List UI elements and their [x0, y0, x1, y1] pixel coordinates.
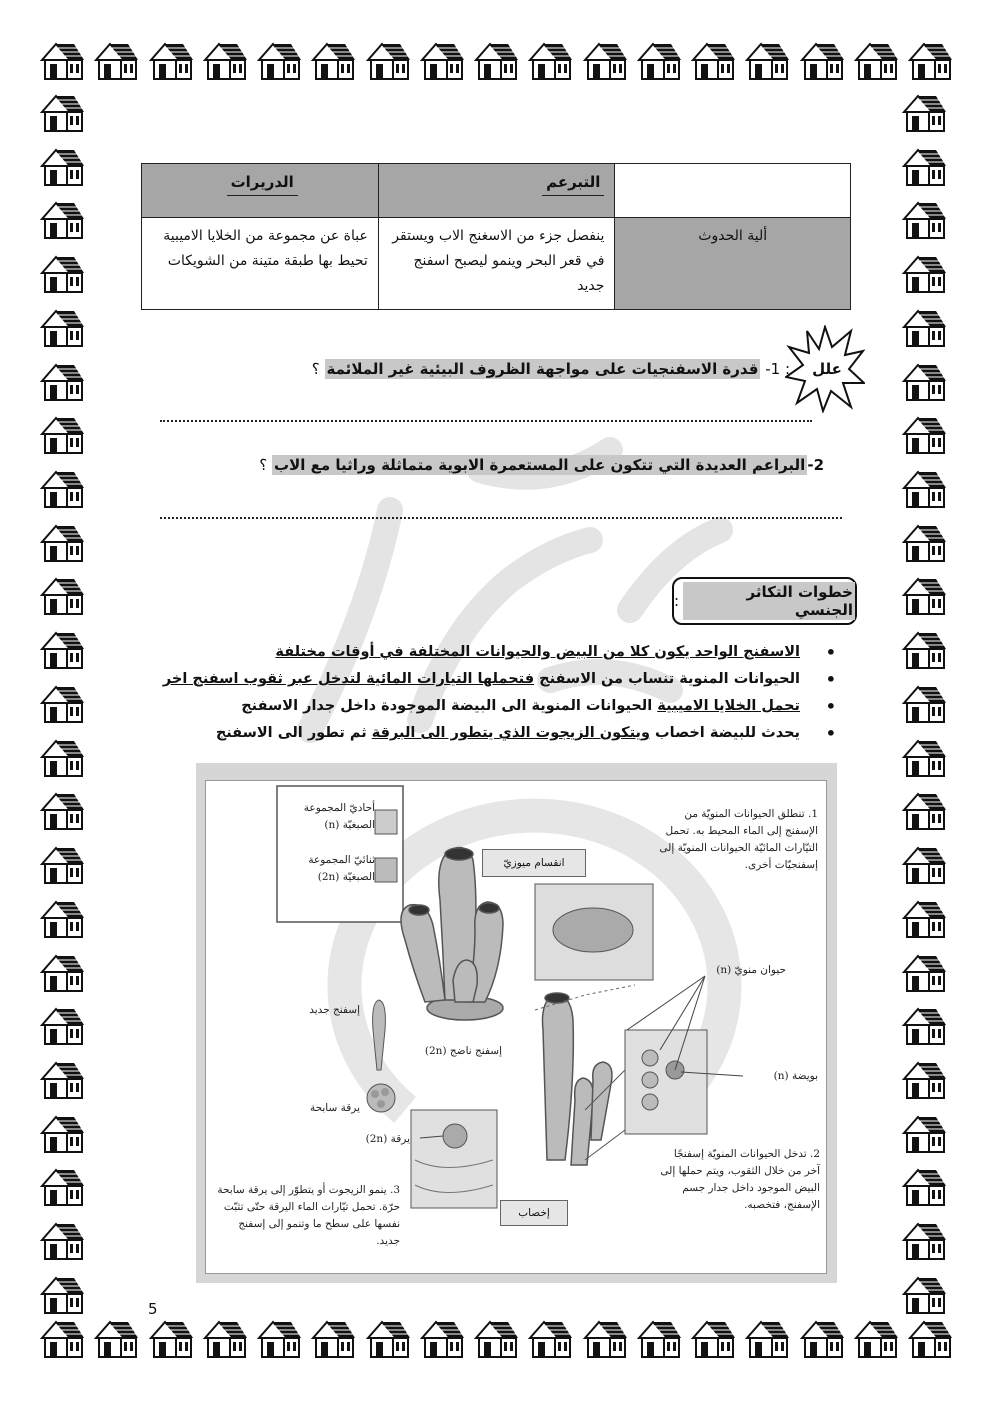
explain-badge: علل	[812, 360, 842, 378]
house-icon	[902, 307, 946, 347]
house-icon	[311, 1318, 355, 1358]
house-icon	[854, 40, 898, 80]
house-icon	[902, 1113, 946, 1153]
legend-diploid-label: ثنائيّ المجموعة الصبغيّة (2n)	[308, 854, 375, 883]
new-sponge-label: إسفنج جديد	[309, 1004, 360, 1016]
table-header-row	[142, 164, 851, 218]
house-icon	[420, 40, 464, 80]
house-icon	[40, 683, 84, 723]
house-icon	[902, 898, 946, 938]
house-icon	[40, 790, 84, 830]
second-sponge-icon	[543, 993, 613, 1165]
house-icon	[366, 40, 410, 80]
house-icon	[40, 1005, 84, 1045]
house-icon	[40, 844, 84, 884]
sperm-label: حيوان منويّ (n)	[716, 964, 786, 976]
step-2-text: 2. تدخل الحيوانات المنويّة إسفنجًا آخر من خلال الثقوب، ويتم حملها إلى البيض الموجود داخل جدار جسم الإسفنج، فتخصبه.	[660, 1148, 820, 1211]
reproduction-table	[141, 163, 851, 310]
house-icon	[40, 952, 84, 992]
house-icon	[40, 468, 84, 508]
house-icon	[902, 1005, 946, 1045]
house-icon	[583, 40, 627, 80]
house-icon	[40, 146, 84, 186]
house-icon	[40, 629, 84, 669]
house-icon	[203, 1318, 247, 1358]
larva-label: يرقة (2n)	[365, 1133, 410, 1145]
table-row	[142, 218, 851, 310]
table-cell-budding: ينفصل جزء من الاسغنج الاب ويستقر في قعر البحر وينمو ليصبح اسفنج جديد	[378, 218, 615, 310]
house-icon	[528, 40, 572, 80]
house-icon	[637, 40, 681, 80]
page-number: 5	[148, 1300, 158, 1318]
house-icon	[637, 1318, 681, 1358]
house-icon	[474, 40, 518, 80]
meiosis-label: انقسام ميوزيّ	[482, 849, 586, 877]
house-icon	[908, 1318, 952, 1358]
house-icon	[40, 307, 84, 347]
zoom-inset-pore	[553, 908, 633, 952]
list-item: • الاسفنج الواحد يكون كلا من البيض والحيوانات المختلفة في أوقات مختلفة	[214, 639, 814, 666]
house-icon	[908, 40, 952, 80]
table-row-label: ألية الحدوث	[615, 218, 851, 310]
house-icon	[40, 575, 84, 615]
legend-swatch-diploid	[375, 858, 397, 882]
table-corner-cell	[615, 164, 851, 218]
house-icon	[203, 40, 247, 80]
larva-in-wall-icon	[443, 1124, 467, 1148]
house-icon	[583, 1318, 627, 1358]
house-icon	[800, 1318, 844, 1358]
border-right	[902, 92, 946, 1314]
house-icon	[902, 522, 946, 562]
house-icon	[902, 199, 946, 239]
house-icon	[902, 414, 946, 454]
house-icon	[745, 1318, 789, 1358]
house-icon	[40, 898, 84, 938]
house-icon	[40, 1166, 84, 1206]
table-cell-gemmules: عباة عن مجموعة من الخلايا الاميبية تحيط بها طبقة متينة من الشويكات	[142, 218, 379, 310]
house-icon	[902, 1166, 946, 1206]
question-1: : 1- قدرة الاسفنجيات على مواجهة الظروف البيئية غير الملائمة ؟	[311, 360, 790, 378]
house-icon	[902, 844, 946, 884]
legend-haploid-label: أحاديّ المجموعة الصبغيّة (n)	[303, 802, 375, 831]
house-icon	[691, 40, 735, 80]
house-icon	[528, 1318, 572, 1358]
wall-section-inset	[625, 1030, 707, 1134]
house-icon	[149, 1318, 193, 1358]
house-icon	[902, 146, 946, 186]
fertilization-label: إخصاب	[500, 1200, 568, 1226]
house-icon	[40, 1059, 84, 1099]
house-icon	[40, 1220, 84, 1260]
step-1-text: 1. تنطلق الحيوانات المنويّة من الإسفنج إلى الماء المحيط به. تحمل التيّارات المائيّة الحيوانات المنويّة إلى إسفنجيّات أخرى.	[659, 808, 818, 871]
house-icon	[474, 1318, 518, 1358]
step-3-text: 3. ينمو الزيجوت أو يتطوّر إلى يرقة سابحة حرّة. تحمل تيّارات الماء اليرقة حتّى تثبّت نفسها على سطح ما وتنمو إلى إسفنج جديد.	[217, 1184, 400, 1247]
house-icon	[257, 40, 301, 80]
house-icon	[40, 522, 84, 562]
house-icon	[745, 40, 789, 80]
house-icon	[902, 1220, 946, 1260]
house-icon	[902, 790, 946, 830]
house-icon	[902, 361, 946, 401]
house-icon	[902, 575, 946, 615]
section-title-box: خطوات التكاثر الجنسي :	[672, 577, 857, 625]
house-icon	[40, 1274, 84, 1314]
answer-line-2[interactable]	[160, 517, 842, 519]
house-icon	[902, 1059, 946, 1099]
house-icon	[40, 1318, 84, 1358]
house-icon	[902, 683, 946, 723]
table-header-gemmules: الدريرات	[142, 164, 379, 218]
table-header-budding: التبرعم	[378, 164, 615, 218]
house-icon	[366, 1318, 410, 1358]
section-title: خطوات التكاثر الجنسي	[683, 582, 855, 620]
steps-list	[162, 639, 814, 747]
list-item: • يحدث للبيضة اخصاب ويتكون الزيجوت الذي يتطور الى البرقة ثم تطور الى الاسفنج	[214, 720, 814, 747]
question-2: 2-البراعم العديدة التي تتكون على المستعمرة الابوية متماثلة وراثيا مع الاب ؟	[259, 456, 824, 474]
house-icon	[691, 1318, 735, 1358]
house-icon	[40, 40, 84, 80]
border-bottom	[40, 1318, 952, 1362]
house-icon	[902, 629, 946, 669]
border-left	[40, 92, 84, 1314]
adult-sponge-label: إسفنج ناضج (2n)	[424, 1045, 502, 1057]
house-icon	[94, 40, 138, 80]
house-icon	[40, 414, 84, 454]
list-item: • تحمل الخلايا الاميبية الحيوانات المنوية الى البيضة الموجودة داخل جدار الاسفنج	[214, 693, 814, 720]
house-icon	[902, 952, 946, 992]
answer-line-1[interactable]	[160, 420, 812, 422]
house-icon	[40, 1113, 84, 1153]
house-icon	[40, 92, 84, 132]
swimming-larva-label: يرقة سابحة	[309, 1102, 360, 1114]
house-icon	[902, 92, 946, 132]
house-icon	[420, 1318, 464, 1358]
house-icon	[257, 1318, 301, 1358]
border-top	[40, 40, 952, 84]
egg-label: بويضة (n)	[773, 1070, 818, 1082]
list-item: • الحيوانات المنوية تنساب من الاسفنج فتحملها التيارات المائية لتدخل عبر ثقوب اسفنج اخر	[214, 666, 814, 693]
house-icon	[40, 737, 84, 777]
house-icon	[800, 40, 844, 80]
house-icon	[40, 361, 84, 401]
house-icon	[40, 253, 84, 293]
house-icon	[902, 468, 946, 508]
house-icon	[902, 737, 946, 777]
legend-swatch-haploid	[375, 810, 397, 834]
house-icon	[902, 1274, 946, 1314]
house-icon	[311, 40, 355, 80]
sperm-pointer-line	[627, 976, 705, 1030]
house-icon	[854, 1318, 898, 1358]
house-icon	[902, 253, 946, 293]
house-icon	[149, 40, 193, 80]
house-icon	[40, 199, 84, 239]
house-icon	[94, 1318, 138, 1358]
